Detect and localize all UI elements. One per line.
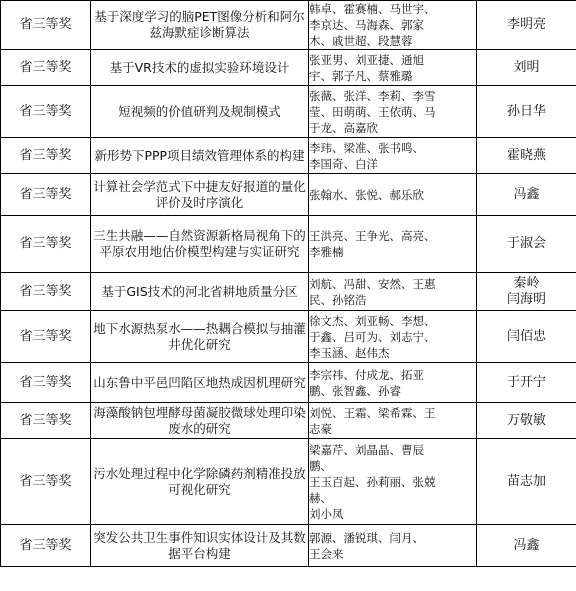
project-title-cell: 突发公共卫生事件知识实体设计及其数据平台构建 — [91, 525, 309, 567]
advisor-cell — [477, 439, 576, 525]
award-level-cell: 省三等奖 — [1, 86, 91, 138]
award-level-cell: 省三等奖 — [1, 138, 91, 174]
table-row — [1, 138, 576, 174]
advisor-name: 孙日华 — [506, 103, 546, 119]
team-members-cell — [309, 525, 477, 567]
team-members-cell — [309, 439, 477, 525]
team-members-line: 赫、 — [309, 490, 332, 505]
team-members-line: 王洪亮、王争光、高亮、 — [309, 229, 436, 243]
advisor-cell — [477, 273, 576, 311]
advisor-name: 霍晓燕 — [506, 147, 546, 163]
team-members-cell — [309, 273, 477, 311]
award-level-cell: 省三等奖 — [1, 174, 91, 216]
team-members-line: 宇、郭子凡、蔡雅璐 — [309, 68, 413, 83]
table-row — [1, 174, 576, 216]
table-row — [1, 86, 576, 138]
team-members-cell — [309, 363, 477, 403]
project-title-cell: 三生共融——自然资源新格局视角下的平原农用地估价模型构建与实证研究 — [91, 216, 309, 273]
project-title-cell: 海藻酸钠包埋酵母菌凝胶微球处理印染废水的研究 — [91, 403, 309, 439]
team-members-line: 刘悦、王霜、梁希霖、王 — [309, 405, 436, 420]
award-level-cell: 省三等奖 — [1, 311, 91, 363]
table-row — [1, 439, 576, 525]
team-members-line: 李京达、马海森、郭家 — [309, 18, 424, 32]
team-members-line: 韩卓、霍赛楠、马世宇、 — [309, 2, 436, 16]
team-members-line: 李宗祎、付成龙、拓亚 — [309, 367, 424, 382]
award-level-cell: 省三等奖 — [1, 525, 91, 567]
team-members-cell — [309, 311, 477, 363]
award-level-cell: 省三等奖 — [1, 403, 91, 439]
team-members-line: 李玮、梁准、张书鸣、 — [309, 140, 424, 155]
advisor-name: 闫海明 — [506, 291, 546, 307]
advisor-cell — [477, 216, 576, 273]
team-members-line: 张翰水、张悦、郝乐欣 — [309, 187, 424, 202]
award-level-cell: 省三等奖 — [1, 363, 91, 403]
award-level-cell: 省三等奖 — [1, 216, 91, 273]
advisor-cell — [477, 50, 576, 86]
team-members-line: 李玉涵、赵伟杰 — [309, 345, 390, 360]
team-members-cell — [309, 174, 477, 216]
team-members-line: 梁嘉芹、刘晶晶、曹辰 — [309, 442, 424, 457]
advisor-name: 冯鑫 — [513, 186, 540, 202]
team-members-line: 王玉百起、孙莉丽、张兢 — [309, 474, 436, 489]
team-members-line: 志豪 — [309, 421, 332, 436]
team-members-cell — [309, 216, 477, 273]
advisor-name: 苗志加 — [506, 473, 546, 489]
advisor-cell — [477, 1, 576, 50]
team-members-cell — [309, 86, 477, 138]
team-members-line: 莹、田萌萌、王依萌、马 — [309, 104, 436, 119]
project-title-cell: 山东鲁中平邑凹陷区地热成因机理研究 — [91, 363, 309, 403]
team-members-line: 刘航、冯甜、安然、王惠 — [309, 276, 436, 291]
team-members-line: 鹏、 — [309, 458, 332, 473]
project-title-cell: 基于GIS技术的河北省耕地质量分区 — [91, 273, 309, 311]
advisor-cell — [477, 363, 576, 403]
table-row — [1, 525, 576, 567]
team-members-line: 于龙、高嘉欣 — [309, 120, 378, 135]
advisor-cell — [477, 174, 576, 216]
table-row — [1, 216, 576, 273]
project-title-cell: 地下水源热泵水——热耦合模拟与抽灌井优化研究 — [91, 311, 309, 363]
advisor-cell — [477, 138, 576, 174]
award-level-cell: 省三等奖 — [1, 273, 91, 311]
project-title-cell: 基于VR技术的虚拟实验环境设计 — [91, 50, 309, 86]
team-members-line: 郭源、潘锐琪、闫月、 — [309, 530, 424, 545]
team-members-cell — [309, 138, 477, 174]
team-members-line: 张薇、张洋、李莉、李雪 — [309, 88, 436, 103]
advisor-name: 刘明 — [513, 59, 540, 75]
table-row — [1, 403, 576, 439]
team-members-line: 刘小凤 — [309, 506, 344, 521]
advisor-name: 于开宁 — [506, 374, 546, 390]
team-members-line: 鹏、张智鑫、孙睿 — [309, 383, 401, 398]
team-members-line: 于鑫、吕可为、刘志宁、 — [309, 329, 436, 344]
advisor-name: 秦岭 — [513, 275, 540, 291]
project-title-cell: 新形势下PPP项目绩效管理体系的构建 — [91, 138, 309, 174]
team-members-line: 木、戚世超、段慧蓉 — [309, 34, 413, 48]
advisor-name: 李明亮 — [506, 17, 546, 32]
team-members-line: 李国奇、白洋 — [309, 156, 378, 171]
team-members-line: 张亚男、刘亚捷、通旭 — [309, 52, 424, 67]
team-members-line: 李雅楠 — [309, 245, 344, 259]
team-members-line: 徐文杰、刘亚畅、李想、 — [309, 313, 436, 328]
table-row — [1, 311, 576, 363]
project-title-cell: 短视频的价值研判及规制模式 — [91, 86, 309, 138]
table-row — [1, 50, 576, 86]
advisor-cell — [477, 403, 576, 439]
project-title-cell: 计算社会学范式下中捷友好报道的量化评价及时序演化 — [91, 174, 309, 216]
advisor-name: 于淑会 — [506, 236, 546, 251]
team-members-cell — [309, 1, 477, 50]
project-title-cell: 污水处理过程中化学除磷药剂精准投放可视化研究 — [91, 439, 309, 525]
advisor-name: 闫佰忠 — [506, 328, 546, 344]
team-members-line: 王会来 — [309, 546, 344, 561]
table-row — [1, 1, 576, 50]
awards-table-body — [1, 1, 576, 567]
award-level-cell: 省三等奖 — [1, 439, 91, 525]
advisor-cell — [477, 86, 576, 138]
award-level-cell: 省三等奖 — [1, 50, 91, 86]
advisor-name: 冯鑫 — [513, 537, 540, 553]
award-level-cell: 省三等奖 — [1, 1, 91, 50]
advisor-cell — [477, 311, 576, 363]
advisor-name: 万敬敏 — [506, 412, 546, 428]
advisor-cell — [477, 525, 576, 567]
team-members-line: 民、孙铭浩 — [309, 292, 367, 307]
team-members-cell — [309, 50, 477, 86]
table-row — [1, 273, 576, 311]
team-members-cell — [309, 403, 477, 439]
table-row — [1, 363, 576, 403]
project-title-cell: 基于深度学习的脑PET图像分析和阿尔兹海默症诊断算法 — [91, 1, 309, 50]
